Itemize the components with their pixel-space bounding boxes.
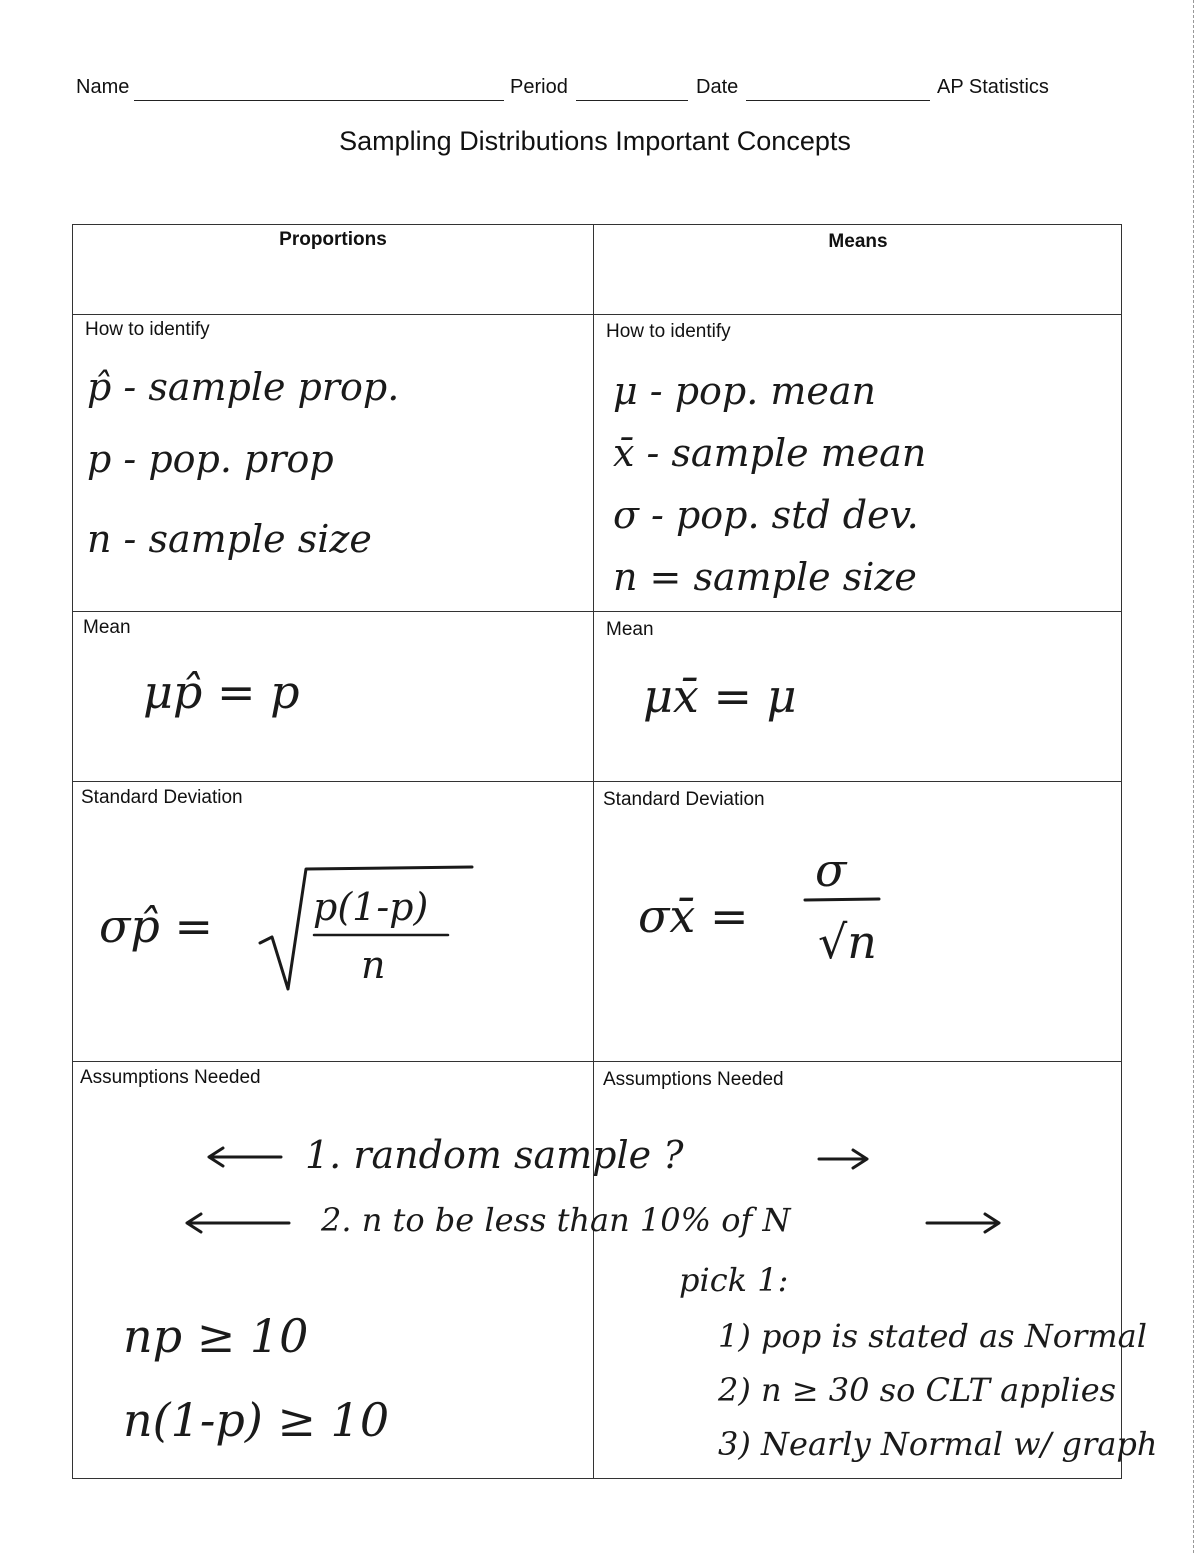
handwritten-np-condition: np ≥ 10 [123,1309,309,1363]
mean-mean-label: Mean [606,619,654,640]
handwritten-random-sample: 1. random sample ? [305,1133,684,1177]
date-field[interactable] [746,100,930,101]
handwritten-nq-condition: n(1-p) ≥ 10 [123,1393,390,1447]
page-title: Sampling Distributions Important Concepts [339,126,851,156]
handwritten-prop-mean-formula: μp̂ = p [143,665,300,719]
name-field[interactable] [134,100,504,101]
left-arrow-icon [183,1211,293,1235]
handwritten-phat-def: p̂ - sample prop. [87,365,400,409]
handwritten-mean-sd-numerator: σ [815,843,847,897]
handwritten-nearly-normal: 3) Nearly Normal w/ graph [718,1425,1158,1463]
row-divider [73,314,1121,315]
date-label: Date [696,76,739,98]
handwritten-n-size-def: n = sample size [613,555,917,599]
handwritten-prop-sd-numerator: p(1-p) [313,885,429,929]
period-field[interactable] [576,100,688,101]
prop-identify-label: How to identify [85,319,210,340]
handwritten-sigma-def: σ - pop. std dev. [613,493,919,537]
worksheet-header [76,76,1076,106]
course-label: AP Statistics [937,76,1049,98]
mean-identify-label: How to identify [606,321,731,342]
handwritten-mean-sd-denominator: √n [818,915,877,969]
left-arrow-icon [205,1145,285,1169]
row-divider [73,1061,1121,1062]
name-label: Name [76,76,130,98]
handwritten-n-def: n - sample size [87,517,372,561]
mean-sd-label: Standard Deviation [603,789,765,810]
mean-assumptions-label: Assumptions Needed [603,1069,784,1090]
period-label: Period [510,76,568,98]
column-divider [593,225,594,1478]
row-divider [73,611,1121,612]
handwritten-normal-pop: 1) pop is stated as Normal [718,1317,1147,1355]
right-arrow-icon [923,1211,1003,1235]
column-header-proportions: Proportions [279,229,387,250]
page-edge-dashes [1193,0,1194,1553]
column-header-means: Means [828,231,888,252]
handwritten-p-def: p - pop. prop [87,437,334,481]
handwritten-mean-mean-formula: μx̄ = μ [643,669,797,723]
row-divider [73,781,1121,782]
prop-sd-label: Standard Deviation [81,787,243,808]
concepts-table [72,224,1158,1479]
handwritten-clt: 2) n ≥ 30 so CLT applies [718,1371,1117,1409]
handwritten-mean-sd-lhs: σx̄ = [638,889,749,943]
prop-assumptions-label: Assumptions Needed [80,1067,261,1088]
prop-mean-label: Mean [83,617,131,638]
handwritten-prop-sd-lhs: σp̂ = [99,899,214,953]
handwritten-xbar-def: x̄ - sample mean [613,431,927,475]
right-arrow-icon [815,1147,871,1171]
handwritten-mu-def: μ - pop. mean [613,369,877,413]
handwritten-ten-percent: 2. n to be less than 10% of N [321,1201,791,1239]
handwritten-prop-sd-denominator: n [361,943,386,987]
fraction-bar [803,895,883,905]
handwritten-pick-one: pick 1: [679,1261,789,1299]
